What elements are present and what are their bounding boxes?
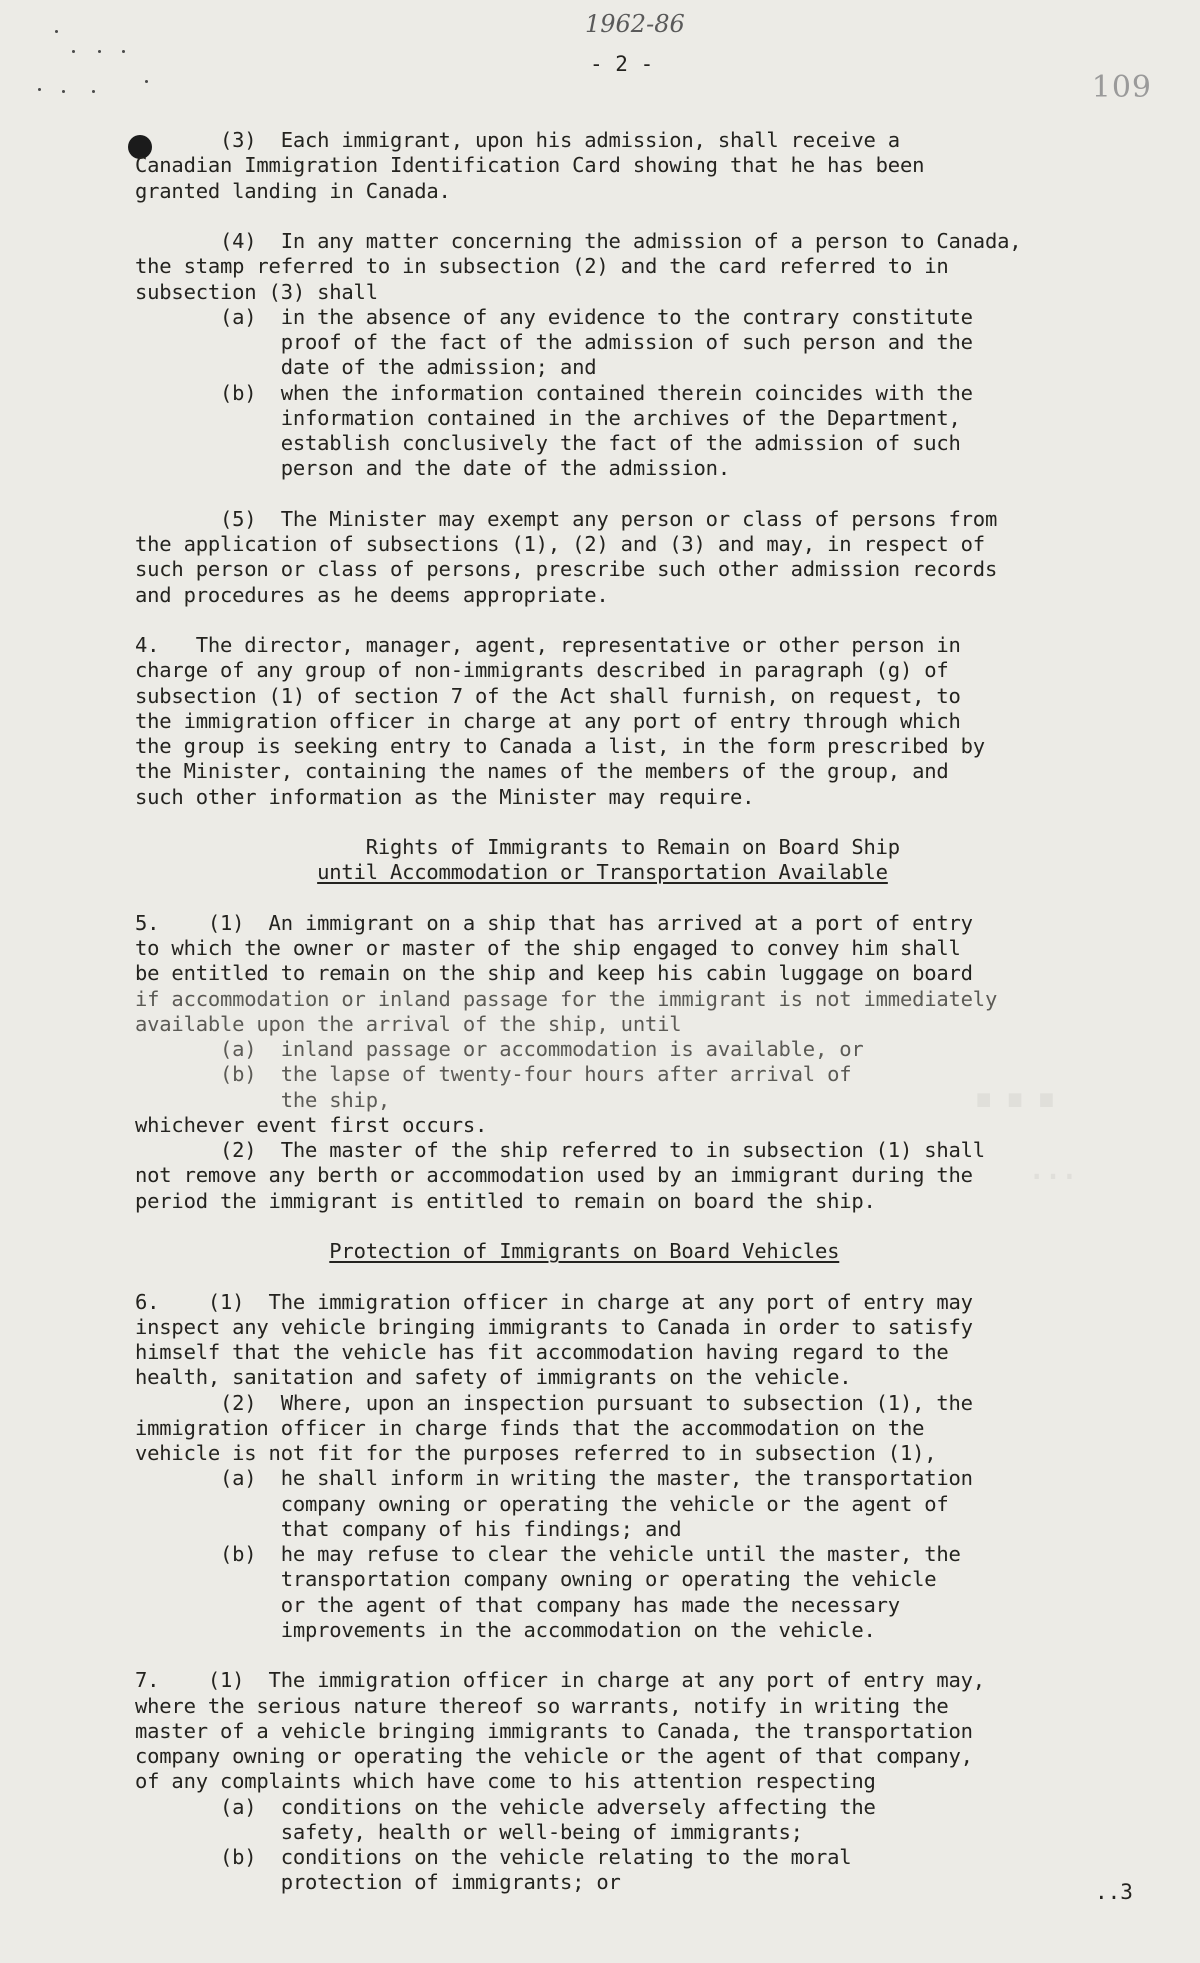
- speck-mark: [72, 50, 75, 53]
- continuation-marker: ..3: [1095, 1880, 1133, 1904]
- speck-mark: [145, 80, 148, 83]
- text-line: period the immigrant is entitled to remain on board the ship.: [135, 1188, 876, 1213]
- speck-mark: [92, 90, 95, 93]
- text-line: that company of his findings; and: [135, 1516, 682, 1541]
- speck-mark: [55, 30, 58, 33]
- text-line: date of the admission; and: [135, 355, 597, 380]
- page-number: - 2 -: [590, 52, 654, 76]
- text-line: the stamp referred to in subsection (2) and the card referred to in: [135, 254, 949, 279]
- text-line: company owning or operating the vehicle or the agent of: [135, 1491, 949, 1516]
- text-line: (a) inland passage or accommodation is available, or: [135, 1037, 864, 1061]
- text-line: master of a vehicle bringing immigrants to Canada, the transportation: [135, 1718, 973, 1743]
- text-line: if accommodation or inland passage for the immigrant is not immediately: [135, 986, 998, 1011]
- text-line: Canadian Immigration Identification Card showing that he has been: [135, 153, 925, 178]
- text-line: be entitled to remain on the ship and keep his cabin luggage on board: [135, 961, 973, 986]
- text-line: (a) he shall inform in writing the master, the transportation: [135, 1466, 973, 1491]
- text-line: improvements in the accommodation on the vehicle.: [135, 1617, 876, 1642]
- text-line: whichever event first occurs.: [135, 1112, 488, 1137]
- text-line: (b) the lapse of twenty-four hours after arrival of: [135, 1062, 852, 1087]
- text-line: [135, 1239, 839, 1264]
- text-line: transportation company owning or operating the vehicle: [135, 1567, 937, 1592]
- speck-mark: [98, 50, 101, 53]
- text-line: inspect any vehicle bringing immigrants to Canada in order to satisfy: [135, 1314, 973, 1339]
- bleed-through-watermark: ...: [1030, 1140, 1080, 1189]
- text-line: (2) The master of the ship referred to in subsection (1) shall: [135, 1138, 985, 1162]
- bleed-through-watermark: ...: [970, 1040, 1065, 1124]
- archive-stamp-number: 109: [1091, 70, 1152, 105]
- text-line: 7. (1) The immigration officer in charge at any port of entry may,: [135, 1668, 985, 1693]
- text-line: (4) In any matter concerning the admission of a person to Canada,: [135, 229, 1022, 253]
- text-line: the ship,: [135, 1087, 390, 1112]
- text-line: (a) conditions on the vehicle adversely affecting the: [135, 1794, 876, 1819]
- speck-mark: [38, 88, 41, 91]
- text-line: (b) he may refuse to clear the vehicle until the master, the: [135, 1542, 961, 1566]
- text-line: person and the date of the admission.: [135, 456, 730, 481]
- text-line: [135, 860, 888, 885]
- text-line: charge of any group of non-immigrants described in paragraph (g) of: [135, 658, 949, 683]
- text-line: to which the owner or master of the ship engaged to convey him shall: [135, 936, 961, 960]
- text-line: (3) Each immigrant, upon his admission, shall receive a: [135, 128, 900, 152]
- text-line: (b) when the information contained therein coincides with the: [135, 380, 973, 405]
- text-line: such other information as the Minister may require.: [135, 784, 755, 809]
- handwritten-reference: 1962-86: [585, 10, 685, 38]
- text-line: where the serious nature thereof so warrants, notify in writing the: [135, 1693, 949, 1718]
- text-line: not remove any berth or accommodation used by an immigrant during the: [135, 1163, 973, 1188]
- text-line: and procedures as he deems appropriate.: [135, 582, 609, 607]
- text-line: information contained in the archives of the Department,: [135, 405, 961, 430]
- text-line: 4. The director, manager, agent, representative or other person in: [135, 633, 961, 657]
- text-line: (a) in the absence of any evidence to the contrary constitute: [135, 304, 973, 329]
- text-line: subsection (3) shall: [135, 279, 378, 304]
- text-line: (5) The Minister may exempt any person or class of persons from: [135, 506, 998, 531]
- text-line: 6. (1) The immigration officer in charge at any port of entry may: [135, 1289, 973, 1314]
- text-line: the immigration officer in charge at any port of entry through which: [135, 708, 961, 733]
- text-line: protection of immigrants; or: [135, 1870, 621, 1895]
- text-line: proof of the fact of the admission of such person and the: [135, 330, 973, 354]
- text-line: of any complaints which have come to his attention respecting: [135, 1769, 876, 1794]
- text-line: (2) Where, upon an inspection pursuant to subsection (1), the: [135, 1390, 973, 1415]
- text-line: Rights of Immigrants to Remain on Board Ship: [135, 835, 900, 859]
- speck-mark: [62, 90, 65, 93]
- text-line: available upon the arrival of the ship, until: [135, 1011, 682, 1036]
- text-line: the Minister, containing the names of the members of the group, and: [135, 759, 949, 784]
- text-line: (b) conditions on the vehicle relating to the moral: [135, 1845, 852, 1869]
- text-line: the group is seeking entry to Canada a list, in the form prescribed by: [135, 734, 985, 758]
- text-line: vehicle is not fit for the purposes referred to in subsection (1),: [135, 1441, 937, 1465]
- text-line: safety, health or well-being of immigrants;: [135, 1819, 803, 1844]
- text-line: such person or class of persons, prescribe such other admission records: [135, 557, 998, 582]
- text-line: the application of subsections (1), (2) and (3) and may, in respect of: [135, 532, 985, 556]
- text-line: granted landing in Canada.: [135, 178, 451, 203]
- text-line: company owning or operating the vehicle or the agent of that company,: [135, 1744, 973, 1768]
- text-line: 5. (1) An immigrant on a ship that has arrived at a port of entry: [135, 910, 973, 935]
- text-line: himself that the vehicle has fit accommodation having regard to the: [135, 1340, 949, 1364]
- speck-mark: [122, 50, 125, 53]
- section-heading: Protection of Immigrants on Board Vehicles: [329, 1239, 840, 1263]
- text-line: or the agent of that company has made the necessary: [135, 1592, 900, 1617]
- text-line: health, sanitation and safety of immigrants on the vehicle.: [135, 1365, 852, 1390]
- text-line: establish conclusively the fact of the admission of such: [135, 431, 961, 455]
- text-line: subsection (1) of section 7 of the Act shall furnish, on request, to: [135, 683, 961, 708]
- text-line: immigration officer in charge finds that the accommodation on the: [135, 1415, 925, 1440]
- section-heading: until Accommodation or Transportation Available: [317, 860, 888, 885]
